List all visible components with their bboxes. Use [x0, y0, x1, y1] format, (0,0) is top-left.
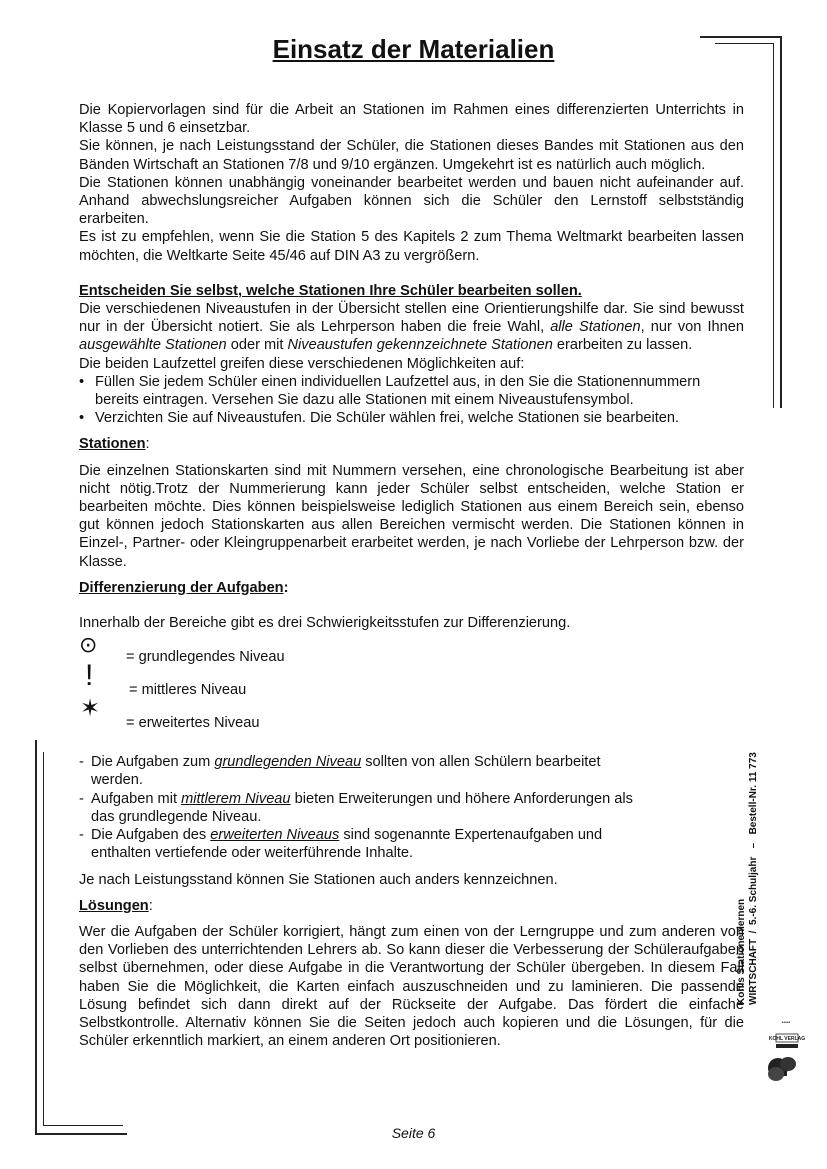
- intro-paragraph-2: Sie können, je nach Leistungsstand der Schüler, die Stationen dieses Bandes mit Stationen aus den Bänden Wirtschaft an Stationen 7/8 und 9/10 ergänzen. Umgekehrt ist es natürlich auch möglich.: [79, 138, 744, 173]
- choose-text-d: erarbeiten zu lassen.: [552, 337, 693, 354]
- dash-symbol: -: [79, 827, 84, 844]
- diff-dash-2-a: Aufgaben mit: [91, 790, 182, 807]
- choose-text-b: , nur von Ihnen: [640, 319, 744, 336]
- choose-bullet-2: [79, 409, 744, 427]
- choose-text-a: Die verschiedenen Niveaustufen in der Übersicht stellen eine Orientierungshilfe dar. Sie sind bewusst nur in der Übersicht notiert. Sie als Lehrperson haben die freie Wahl,: [79, 301, 744, 336]
- choose-italic-marked: Niveaustufen gekennzeichnete Stationen: [287, 337, 553, 354]
- choose-heading-text: Entscheiden Sie selbst, welche Stationen Ihre Schüler bearbeiten sollen.: [79, 282, 582, 299]
- choose-heading: [79, 282, 744, 300]
- diff-heading-colon: :: [283, 579, 289, 596]
- level-extended-label: = erweitertes Niveau: [126, 715, 260, 732]
- choose-bullet-1: [79, 373, 744, 409]
- publisher-sidebar: [736, 752, 760, 1005]
- choose-paragraph-1: [79, 300, 744, 355]
- frame-left-line-inner: [43, 752, 44, 1125]
- bullet-symbol: •: [79, 410, 85, 427]
- diff-dash-1: [79, 753, 651, 789]
- svg-text:•••••: •••••: [781, 1020, 791, 1026]
- solutions-paragraph: Wer die Aufgaben der Schüler korrigiert, hängt zum einen von der Lerngruppe und zum anderen von den Vorlieben des unterrichtenden Lehrers ab. So kann dieser die Verbesserung der Schüleraufgaben selbst übernehmen, oder diese Aufgabe in die Verantwortung der Schüler übergeben. In diesem Fall haben Sie die Möglichkeit, die Karten einfach auszuschneiden und zu laminieren. Die passende Lösung befindet sich dann direkt auf der Rückseite der Aufgabe. Das fördert die einfache Selbstkontrolle. Alternativ können Sie die Seiten jedoch auch kopieren und die Lösungen, für die Schüler erkenntlich markiert, an einem anderen Ort positionieren.: [79, 923, 744, 1050]
- stations-heading-colon: :: [145, 436, 150, 453]
- diff-dash-3: [79, 826, 651, 862]
- diff-dash-2-emphasis: mittlerem Niveau: [181, 790, 291, 807]
- frame-right-line-inner: [773, 43, 774, 408]
- page-number: Seite 6: [391, 1125, 436, 1141]
- svg-text:KOHL VERLAG: KOHL VERLAG: [768, 1036, 806, 1042]
- publisher-order-info: WIRTSCHAFT / 5.-6. Schuljahr – Bestell-Nr. 11 773: [748, 752, 759, 1005]
- frame-right-line-outer: [780, 36, 782, 408]
- solutions-heading-text: Lösungen: [79, 897, 149, 914]
- publisher-series: Kohls Stationenlernen: [736, 898, 747, 1005]
- choose-bullet-2-text: Verzichten Sie auf Niveaustufen. Die Schüler wählen frei, welche Stationen sie bearbeiten.: [95, 410, 680, 427]
- intro-paragraph-1: Die Kopiervorlagen sind für die Arbeit an Stationen im Rahmen eines differenzierten Unterrichts in Klasse 5 und 6 einsetzbar.: [79, 102, 744, 137]
- diff-dash-3-b: sind sogenannte Expertenaufgaben und enthalten vertiefende oder weiterführende Inhalte.: [91, 827, 603, 862]
- circled-dot-icon: ⊙: [79, 632, 98, 658]
- stations-heading-text: Stationen: [79, 436, 146, 453]
- level-row-extended: [79, 695, 744, 741]
- stations-heading: [79, 435, 744, 453]
- diff-heading: [79, 579, 744, 597]
- diff-dash-2: [79, 790, 651, 826]
- diff-intro: Innerhalb der Bereiche gibt es drei Schwierigkeitsstufen zur Differenzierung.: [79, 615, 571, 632]
- star-icon: ✶: [80, 695, 101, 723]
- diff-closing: Je nach Leistungsstand können Sie Stationen auch anders kennzeichnen.: [79, 871, 558, 888]
- choose-italic-selected: ausgewählte Stationen: [79, 337, 227, 354]
- diff-dash-3-emphasis: erweiterten Niveaus: [210, 827, 340, 844]
- diff-dash-1-a: Die Aufgaben zum: [91, 754, 215, 771]
- diff-dash-1-b: sollten von allen Schülern bearbeitet werden.: [91, 754, 601, 789]
- dash-symbol: -: [79, 754, 84, 771]
- diff-dash-2-b: bieten Erweiterungen und höhere Anforderungen als das grundlegende Niveau.: [91, 790, 633, 825]
- level-row-basic: [79, 632, 744, 675]
- dash-symbol: -: [79, 790, 84, 807]
- choose-text-c: oder mit: [226, 337, 288, 354]
- main-content: [79, 101, 744, 1050]
- choose-paragraph-2: Die beiden Laufzettel greifen diese verschiedenen Möglichkeiten auf:: [79, 355, 525, 372]
- diff-dash-1-emphasis: grundlegenden Niveau: [214, 754, 362, 771]
- page-title: Einsatz der Materialien: [272, 34, 555, 64]
- level-middle-label: = mittleres Niveau: [129, 682, 247, 699]
- diff-dash-3-a: Die Aufgaben des: [91, 827, 211, 844]
- exclamation-icon: !: [85, 659, 94, 693]
- choose-italic-all: alle Stationen: [550, 319, 641, 336]
- level-row-middle: [79, 659, 744, 708]
- publisher-logo: [766, 1020, 806, 1085]
- diff-heading-text: Differenzierung der Aufgaben: [79, 579, 284, 596]
- level-basic-label: = grundlegendes Niveau: [126, 649, 285, 666]
- frame-left-line-outer: [35, 740, 37, 1134]
- solutions-heading: [79, 897, 744, 915]
- choose-bullet-1-text: Füllen Sie jedem Schüler einen individuellen Laufzettel aus, in den Sie die Stationennummern bereits eintragen. Versehen Sie dazu alle Stationen mit einem Niveaustufensymbol.: [95, 373, 701, 409]
- intro-paragraph-3: Die Stationen können unabhängig voneinander bearbeitet werden und bauen nicht aufeinander auf. Anhand abwechslungsreicher Aufgaben können sich die Schüler den Lernstoff selbstständig erarbeiten.: [79, 174, 744, 228]
- intro-paragraph-4: Es ist zu empfehlen, wenn Sie die Station 5 des Kapitels 2 zum Thema Weltmarkt bearbeiten lassen möchten, die Weltkarte Seite 45/46 auf DIN A3 zu vergrößern.: [79, 229, 744, 264]
- bullet-symbol: •: [79, 373, 85, 390]
- stations-paragraph: Die einzelnen Stationskarten sind mit Nummern versehen, eine chronologische Bearbeitung ist aber nicht nötig.Trotz der Nummerierung kann jeder Schüler selbst entscheiden, welche Station er bearbeiten möchte. Dies können beispielsweise lediglich Stationen aus einem Bereich sein, ebenso gut können jedoch Stationskarten aus allen Bereichen vermischt werden. Die Stationen können in Einzel-, Partner- oder Kleingruppenarbeit erarbeitet werden, je nach Vorliebe der Lehrperson bzw. der Klasse.: [79, 462, 744, 570]
- solutions-heading-colon: :: [148, 897, 153, 914]
